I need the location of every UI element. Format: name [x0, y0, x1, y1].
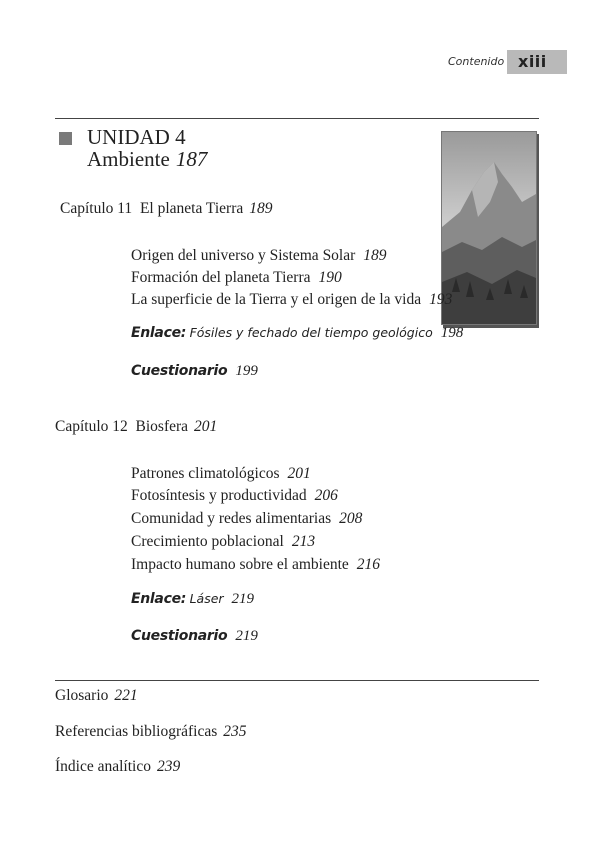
link-tag: Enlace: [131, 591, 187, 607]
unit-label: UNIDAD 4 [87, 125, 186, 149]
list-item-text: La superficie de la Tierra y el origen de la vida [131, 291, 422, 308]
chapter-11-page: 189 [249, 200, 273, 217]
list-item-page: 189 [363, 247, 387, 264]
chapter-11-title: El planeta Tierra [139, 200, 244, 217]
back-matter-page: 239 [156, 758, 181, 775]
list-item [131, 291, 452, 309]
list-item-page: 208 [339, 510, 363, 527]
top-rule [55, 118, 539, 119]
chapter-11-link [131, 325, 463, 342]
chapter-12-page: 201 [194, 418, 218, 435]
list-item-text: Formación del planeta Tierra [131, 269, 311, 286]
list-item-page: 201 [287, 465, 311, 482]
back-matter-page: 221 [114, 687, 138, 704]
list-item-page: 206 [314, 487, 338, 504]
link-text: Fósiles y fechado del tiempo geológico [189, 325, 433, 340]
list-item [131, 487, 338, 505]
back-matter-text: Referencias bibliográficas [55, 723, 218, 740]
list-item-page: 213 [291, 533, 316, 550]
list-item-text: Origen del universo y Sistema Solar [131, 247, 356, 264]
bottom-rule [55, 680, 539, 681]
list-item [131, 247, 387, 265]
list-item-text: Crecimiento poblacional [131, 533, 284, 550]
list-item [131, 465, 311, 483]
quiz-tag: Cuestionario [131, 363, 228, 379]
chapter-11-quiz [131, 362, 258, 380]
unit-page: 187 [175, 147, 208, 171]
list-item [131, 556, 380, 574]
link-text: Láser [189, 591, 224, 606]
list-item-text: Impacto humano sobre el ambiente [131, 556, 349, 573]
list-item [131, 269, 342, 287]
back-matter-item [55, 687, 138, 705]
chapter-12-heading [55, 418, 217, 436]
back-matter-text: Índice analítico [55, 758, 151, 775]
quiz-page: 219 [235, 628, 258, 644]
list-item [131, 533, 315, 551]
back-matter-text: Glosario [55, 687, 109, 704]
mountain-photo [441, 131, 537, 325]
running-header-section: Contenido [448, 55, 505, 68]
back-matter-item [55, 723, 247, 741]
quiz-page: 199 [235, 363, 258, 379]
chapter-12-quiz [131, 627, 258, 645]
quiz-tag: Cuestionario [131, 628, 228, 644]
link-tag: Enlace: [131, 325, 187, 341]
list-item-text: Patrones climatológicos [131, 465, 280, 482]
page-number: xiii [518, 52, 547, 71]
chapter-11-heading [60, 200, 273, 218]
chapter-12-link [131, 591, 254, 608]
list-item [131, 510, 362, 528]
link-page: 198 [440, 325, 464, 341]
list-item-page: 216 [356, 556, 381, 573]
chapter-12-title: Biosfera [135, 418, 189, 435]
mountain-image [442, 132, 536, 324]
list-item-page: 193 [429, 291, 453, 308]
list-item-page: 190 [318, 269, 342, 286]
unit-title: Ambiente [87, 147, 170, 171]
unit-title-line [87, 147, 207, 172]
unit-marker-icon [59, 132, 72, 145]
list-item-text: Comunidad y redes alimentarias [131, 510, 332, 527]
chapter-12-label: Capítulo 12 [55, 418, 128, 435]
chapter-11-label: Capítulo 11 [60, 200, 133, 217]
back-matter-page: 235 [223, 723, 247, 740]
link-page: 219 [231, 591, 255, 607]
back-matter-item [55, 758, 180, 776]
list-item-text: Fotosíntesis y productividad [131, 487, 307, 504]
